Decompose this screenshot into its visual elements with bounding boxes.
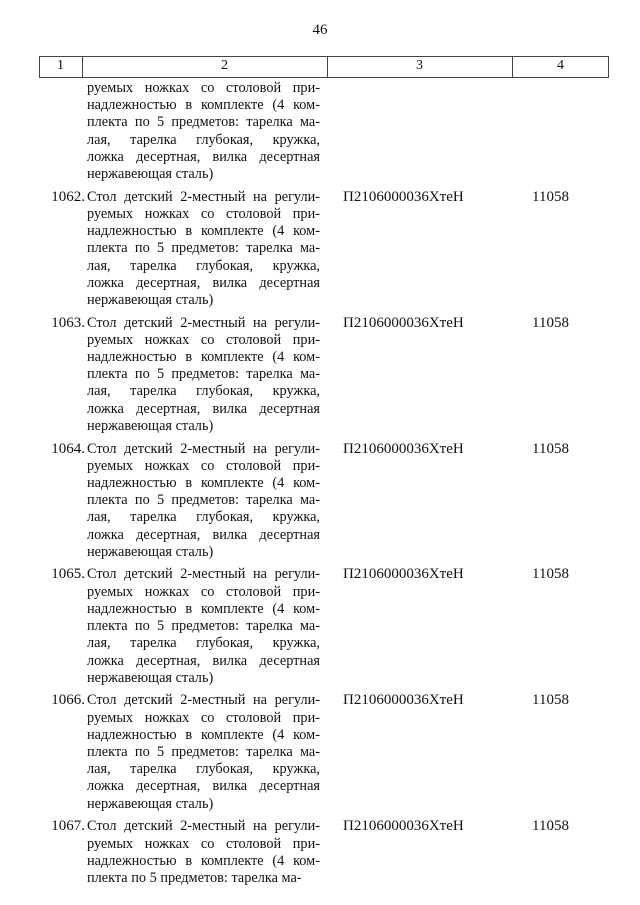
table-row [39, 566, 619, 686]
column-header-4: 4 [557, 58, 564, 73]
row-number: 1066. [51, 692, 85, 709]
description-line: надлежностью в комплекте (4 ком- [87, 474, 320, 491]
description-line: плекта по 5 предметов: тарелка ма- [87, 744, 320, 761]
item-code: П2106000036ХтеН [343, 440, 464, 457]
column-header-2: 2 [221, 58, 228, 73]
description-line: ложка десертная, вилка десертная [87, 526, 320, 543]
description-line: нержавеющая сталь) [87, 543, 214, 560]
description-line: плекта по 5 предметов: тарелка ма- [87, 240, 320, 257]
table-row [39, 441, 619, 561]
item-price: 11058 [532, 566, 569, 583]
description-line: надлежностью в комплекте (4 ком- [87, 349, 320, 366]
row-number: 1064. [51, 440, 85, 457]
item-description [87, 692, 320, 812]
description-line: ложка десертная, вилка десертная [87, 148, 320, 165]
description-line: лая, тарелка глубокая, кружка, [87, 257, 320, 274]
description-line: Стол детский 2-местный на регули- [87, 692, 320, 709]
item-code: П2106000036ХтеН [343, 314, 464, 331]
item-description [87, 818, 320, 887]
item-price: 11058 [532, 818, 569, 835]
description-line: лая, тарелка глубокая, кружка, [87, 635, 320, 652]
description-line: плекта по 5 предметов: тарелка ма- [87, 114, 320, 131]
description-line: Стол детский 2-местный на регули- [87, 818, 320, 835]
description-line: надлежностью в комплекте (4 ком- [87, 97, 320, 114]
description-line: лая, тарелка глубокая, кружка, [87, 383, 320, 400]
description-line: Стол детский 2-местный на регули- [87, 440, 320, 457]
description-line: надлежностью в комплекте (4 ком- [87, 600, 320, 617]
item-price: 11058 [532, 440, 569, 457]
description-line: нержавеющая сталь) [87, 417, 214, 434]
description-line: Стол детский 2-местный на регули- [87, 566, 320, 583]
table-body [39, 80, 619, 893]
item-description [87, 189, 320, 309]
description-line: руемых ножках со столовой при- [87, 709, 320, 726]
item-price: 11058 [532, 314, 569, 331]
row-number: 1062. [51, 188, 85, 205]
column-divider [608, 57, 609, 77]
item-description [87, 441, 320, 561]
table-header-row [39, 56, 609, 78]
column-header-1: 1 [57, 58, 64, 73]
description-line: плекта по 5 предметов: тарелка ма- [87, 618, 320, 635]
description-line: нержавеющая сталь) [87, 669, 214, 686]
description-line: руемых ножках со столовой при- [87, 457, 320, 474]
item-price: 11058 [532, 188, 569, 205]
description-line: Стол детский 2-местный на регули- [87, 188, 320, 205]
description-line: надлежностью в комплекте (4 ком- [87, 223, 320, 240]
table-row [39, 692, 619, 812]
table-row-continuation [39, 80, 619, 183]
description-line: надлежностью в комплекте (4 ком- [87, 852, 320, 869]
description-line: лая, тарелка глубокая, кружка, [87, 761, 320, 778]
description-line: надлежностью в комплекте (4 ком- [87, 726, 320, 743]
item-code: П2106000036ХтеН [343, 188, 464, 205]
item-code: П2106000036ХтеН [343, 818, 464, 835]
description-line: Стол детский 2-местный на регули- [87, 314, 320, 331]
item-description [87, 566, 320, 686]
description-line: плекта по 5 предметов: тарелка ма- [87, 869, 302, 886]
description-line: ложка десертная, вилка десертная [87, 274, 320, 291]
row-number: 1067. [51, 818, 85, 835]
description-line: плекта по 5 предметов: тарелка ма- [87, 366, 320, 383]
item-description [87, 80, 320, 183]
description-line: нержавеющая сталь) [87, 795, 214, 812]
description-line: нержавеющая сталь) [87, 166, 214, 183]
table-row [39, 315, 619, 435]
description-line: ложка десертная, вилка десертная [87, 652, 320, 669]
description-line: ложка десертная, вилка десертная [87, 778, 320, 795]
description-line: руемых ножках со столовой при- [87, 835, 320, 852]
item-code: П2106000036ХтеН [343, 566, 464, 583]
item-price: 11058 [532, 692, 569, 709]
row-number: 1065. [51, 566, 85, 583]
description-line: нержавеющая сталь) [87, 291, 214, 308]
description-line: руемых ножках со столовой при- [87, 80, 320, 96]
column-header-3: 3 [416, 58, 423, 73]
item-code: П2106000036ХтеН [343, 692, 464, 709]
table-row [39, 818, 619, 887]
description-line: руемых ножках со столовой при- [87, 205, 320, 222]
description-line: лая, тарелка глубокая, кружка, [87, 131, 320, 148]
description-line: ложка десертная, вилка десертная [87, 400, 320, 417]
description-line: плекта по 5 предметов: тарелка ма- [87, 492, 320, 509]
page-number: 46 [312, 22, 328, 38]
item-description [87, 315, 320, 435]
description-line: руемых ножках со столовой при- [87, 331, 320, 348]
table-row [39, 189, 619, 309]
description-line: руемых ножках со столовой при- [87, 583, 320, 600]
description-line: лая, тарелка глубокая, кружка, [87, 509, 320, 526]
row-number: 1063. [51, 314, 85, 331]
